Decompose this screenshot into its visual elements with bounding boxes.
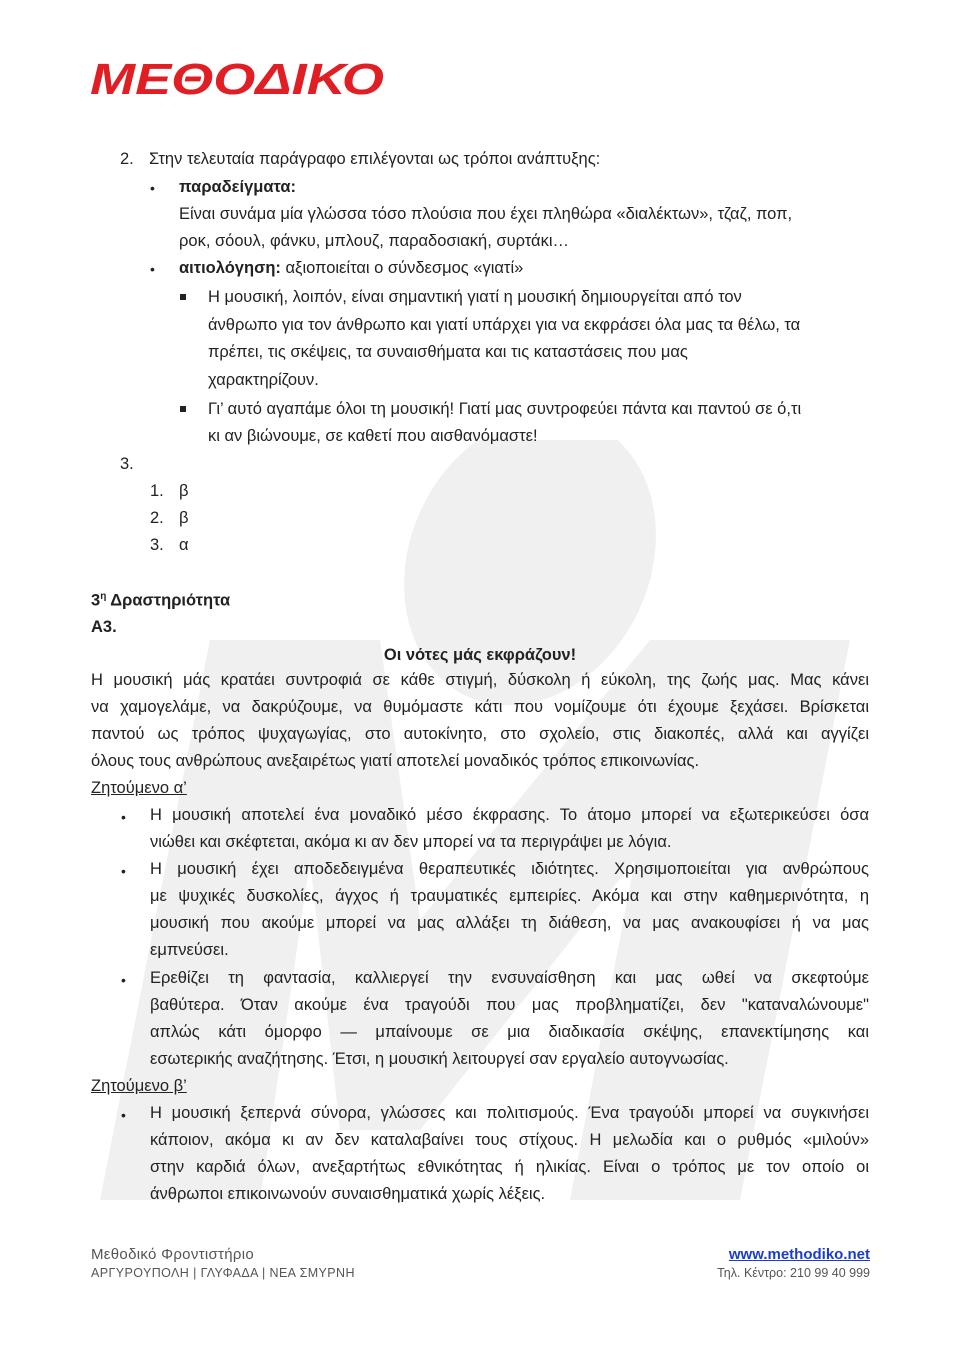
paragraph-line: Η μουσική αποτελεί ένα μοναδικό μέσο έκφρασης. Το άτομο μπορεί να εξωτερικεύσει όσα	[150, 806, 869, 824]
text-line: πρέπει, τις σκέψεις, τα συναισθήματα και τις καταστάσεις που μας	[208, 343, 688, 361]
heading-superscript: η	[100, 591, 107, 602]
text-line: κι αν βιώνουμε, σε καθετί που αισθανόμαστε!	[208, 427, 538, 445]
text-line: Είναι συνάμα μία γλώσσα τόσο πλούσια που έχει πληθώρα «διαλέκτων», τζαζ, ποπ,	[179, 205, 793, 223]
footer-phone: Τηλ. Κέντρο: 210 99 40 999	[717, 1266, 870, 1280]
answer-number: 3.	[150, 536, 164, 554]
answer-value: α	[179, 536, 189, 554]
answer-value: β	[179, 509, 189, 527]
footer-organization: Μεθοδικό Φροντιστήριο	[91, 1246, 255, 1263]
heading-text: Δραστηριότητα	[106, 591, 231, 610]
bullet-icon: •	[121, 809, 126, 825]
paragraph-line: μουσική που ακούμε μπορεί να μας αλλάξει τη διάθεση, να μας ανακουφίσει ή να μας	[150, 914, 869, 932]
paragraph-line: εμπνεύσει.	[150, 941, 229, 959]
bullet-icon: •	[121, 972, 126, 988]
item-number: 3.	[120, 455, 134, 473]
heading-number: 3	[91, 591, 101, 610]
paragraph-line: νιώθει και σκέφτεται, ακόμα κι αν δεν μπορεί να τα περιγράψει με λόγια.	[150, 833, 672, 851]
section-intro: Στην τελευταία παράγραφο επιλέγονται ως τρόποι ανάπτυξης:	[149, 150, 601, 168]
paragraph-line: απλώς κάτι όμορφο — μπαίνουμε σε μια διαδικασία σκέψης, επανεκτίμησης και	[150, 1023, 869, 1041]
answer-number: 2.	[150, 509, 164, 527]
square-bullet-icon	[180, 294, 186, 300]
paragraph-line: εσωτερικής αναζήτησης. Έτσι, η μουσική λειτουργεί σαν εργαλείο αυτογνωσίας.	[150, 1050, 729, 1068]
text-line: Η μουσική, λοιπόν, είναι σημαντική γιατί η μουσική δημιουργείται από τον	[208, 288, 742, 306]
answer-number: 1.	[150, 482, 164, 500]
methodiko-logo	[90, 58, 390, 100]
paragraph-line: Η μουσική ξεπερνά σύνορα, γλώσσες και πολιτισμούς. Ένα τραγούδι μπορεί να συγκινήσει	[150, 1104, 869, 1122]
bullet-icon: •	[121, 1107, 126, 1123]
bullet-title: παραδείγματα:	[179, 178, 297, 196]
paragraph-line: κάποιον, ακόμα κι αν δεν καταλαβαίνει τους στίχους. Η μελωδία και ο ρυθμός «μιλούν»	[150, 1131, 869, 1149]
paragraph-line: να χαμογελάμε, να δακρύζουμε, να θυμόμαστε κάτι που νομίζουμε ότι έχουμε ξεχάσει. Βρίσκεται	[91, 698, 869, 716]
paragraph-line: βαθύτερα. Όταν ακούμε ένα τραγούδι που μας προβληματίζει, δεν "καταναλώνουμε"	[150, 996, 869, 1014]
bullet-title: αιτιολόγηση:	[179, 259, 281, 277]
footer-locations: ΑΡΓΥΡΟΥΠΟΛΗ | ΓΛΥΦΑΔΑ | ΝΕΑ ΣΜΥΡΝΗ	[91, 1266, 355, 1280]
paragraph-line: στην καρδιά όλων, ανεξαρτήτως εθνικότητας ή ηλικίας. Είναι ο τρόπος με τον οποίο οι	[150, 1158, 869, 1176]
paragraph-line: άνθρωποι επικοινωνούν συναισθηματικά χωρίς λέξεις.	[150, 1185, 546, 1203]
item-number: 2.	[120, 150, 134, 168]
square-bullet-icon	[180, 406, 186, 412]
activity-heading	[91, 591, 230, 611]
text-line: άνθρωπο για τον άνθρωπο και γιατί υπάρχει για να εκφράσει όλα μας τα θέλω, τα	[208, 316, 801, 334]
paragraph-line: Η μουσική έχει αποδεδειγμένα θεραπευτικές ιδιότητες. Χρησιμοποιείται για ανθρώπους	[150, 860, 869, 878]
bullet-line	[179, 259, 523, 278]
text-line: ροκ, σόουλ, φάνκυ, μπλουζ, παραδοσιακή, συρτάκι…	[179, 232, 569, 250]
bullet-icon: •	[121, 863, 126, 879]
text-line: Γι’ αυτό αγαπάμε όλοι τη μουσική! Γιατί μας συντροφεύει πάντα και παντού σε ό,τι	[208, 400, 802, 418]
bullet-icon: •	[150, 180, 155, 196]
paragraph-line: Ερεθίζει τη φαντασία, καλλιεργεί την ενσυναίσθηση και μας ωθεί να σκεφτούμε	[150, 969, 869, 987]
requirement-heading: Ζητούμενο α’	[91, 779, 187, 797]
svg-text:ΜΕΘΟΔΙΚΟ: ΜΕΘΟΔΙΚΟ	[90, 58, 384, 100]
requirement-heading: Ζητούμενο β’	[91, 1077, 187, 1095]
paragraph-line: παντού ως τρόπος ψυχαγωγίας, στο αυτοκίνητο, στο σχολείο, στις διακοπές, αλλά και αγγίζει	[91, 725, 869, 743]
paragraph-line: όλους τους ανθρώπους ανεξαιρέτως γιατί αποτελεί μοναδικός τρόπος επικοινωνίας.	[91, 752, 700, 770]
essay-title: Οι νότες μάς εκφράζουν!	[383, 646, 577, 664]
bullet-text: αξιοποιείται ο σύνδεσμος «γιατί»	[280, 259, 524, 277]
bullet-icon: •	[150, 261, 155, 277]
paragraph-line: με ψυχικές δυσκολίες, άγχος ή τραυματικές εμπειρίες. Ακόμα και στην καθημερινότητα, η	[150, 887, 869, 905]
answer-value: β	[179, 482, 189, 500]
text-line: χαρακτηρίζουν.	[208, 371, 319, 389]
footer-website-link[interactable]: www.methodiko.net	[728, 1246, 870, 1263]
activity-subheading: Α3.	[91, 618, 117, 636]
paragraph-line: Η μουσική μάς κρατάει συντροφιά σε κάθε στιγμή, δύσκολη ή εύκολη, της ζωής μας. Μας κάνει	[91, 671, 869, 689]
